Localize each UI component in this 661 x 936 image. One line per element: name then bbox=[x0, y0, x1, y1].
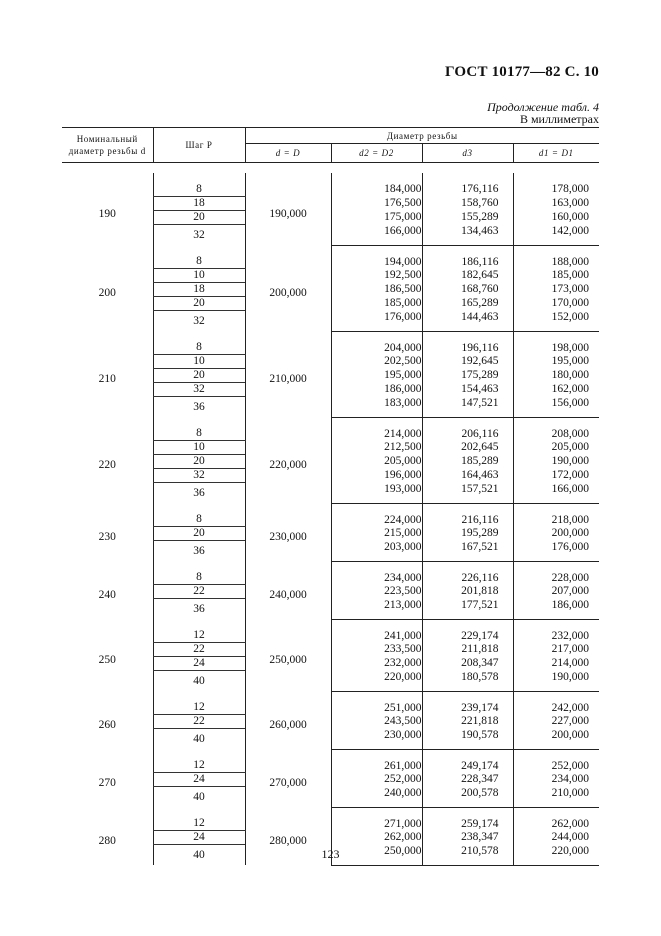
d2-cell: 183,000 bbox=[331, 397, 422, 418]
d1-cell: 186,000 bbox=[513, 599, 599, 620]
pitch-cell: 40 bbox=[153, 729, 245, 750]
table-row bbox=[62, 331, 599, 355]
d1-cell: 188,000 bbox=[513, 245, 599, 269]
d2-cell: 230,000 bbox=[331, 729, 422, 750]
d2-cell: 214,000 bbox=[331, 417, 422, 441]
d2-cell: 212,500 bbox=[331, 441, 422, 455]
header-d2: d2 = D2 bbox=[331, 144, 422, 163]
d1-cell: 217,000 bbox=[513, 643, 599, 657]
d2-cell: 224,000 bbox=[331, 503, 422, 527]
pitch-cell: 8 bbox=[153, 173, 245, 197]
d3-cell: 167,521 bbox=[422, 541, 513, 562]
major-diameter-cell: 230,000 bbox=[245, 503, 331, 561]
d3-cell: 164,463 bbox=[422, 469, 513, 483]
d1-cell: 205,000 bbox=[513, 441, 599, 455]
d3-cell: 182,645 bbox=[422, 269, 513, 283]
d2-cell: 250,000 bbox=[331, 845, 422, 866]
d1-cell: 160,000 bbox=[513, 211, 599, 225]
d2-cell: 215,000 bbox=[331, 527, 422, 541]
d2-cell: 186,000 bbox=[331, 383, 422, 397]
d3-cell: 154,463 bbox=[422, 383, 513, 397]
nominal-diameter-cell: 280 bbox=[98, 835, 116, 847]
d3-cell: 221,818 bbox=[422, 715, 513, 729]
pitch-cell: 24 bbox=[153, 831, 245, 845]
pitch-cell: 36 bbox=[153, 541, 245, 562]
major-diameter-cell: 210,000 bbox=[245, 331, 331, 417]
d2-cell: 241,000 bbox=[331, 619, 422, 643]
nominal-diameter-cell: 210 bbox=[98, 373, 116, 385]
d3-cell: 196,116 bbox=[422, 331, 513, 355]
pitch-cell: 36 bbox=[153, 483, 245, 504]
d3-cell: 239,174 bbox=[422, 691, 513, 715]
d1-cell: 244,000 bbox=[513, 831, 599, 845]
d2-cell: 193,000 bbox=[331, 483, 422, 504]
pitch-cell: 40 bbox=[153, 787, 245, 808]
pitch-cell: 32 bbox=[153, 225, 245, 246]
pitch-cell: 12 bbox=[153, 807, 245, 831]
d1-cell: 195,000 bbox=[513, 355, 599, 369]
nominal-diameter-cell: 270 bbox=[98, 777, 116, 789]
table-body bbox=[62, 173, 599, 865]
d1-cell: 200,000 bbox=[513, 527, 599, 541]
pitch-cell: 12 bbox=[153, 619, 245, 643]
pitch-cell: 8 bbox=[153, 331, 245, 355]
d3-cell: 176,116 bbox=[422, 173, 513, 197]
pitch-cell: 24 bbox=[153, 657, 245, 671]
d3-cell: 259,174 bbox=[422, 807, 513, 831]
d3-cell: 134,463 bbox=[422, 225, 513, 246]
d2-cell: 196,000 bbox=[331, 469, 422, 483]
header-pitch: Шаг P bbox=[153, 128, 245, 163]
header-nominal-diameter: Номинальный диаметр резьбы d bbox=[68, 134, 146, 156]
pitch-cell: 10 bbox=[153, 441, 245, 455]
d1-cell: 170,000 bbox=[513, 297, 599, 311]
d1-cell: 178,000 bbox=[513, 173, 599, 197]
d1-cell: 220,000 bbox=[513, 845, 599, 866]
table-row bbox=[62, 561, 599, 585]
d1-cell: 173,000 bbox=[513, 283, 599, 297]
d1-cell: 185,000 bbox=[513, 269, 599, 283]
pitch-cell: 10 bbox=[153, 269, 245, 283]
pitch-cell: 18 bbox=[153, 283, 245, 297]
d1-cell: 180,000 bbox=[513, 369, 599, 383]
table-row bbox=[62, 619, 599, 643]
pitch-cell: 22 bbox=[153, 585, 245, 599]
d1-cell: 172,000 bbox=[513, 469, 599, 483]
d2-cell: 195,000 bbox=[331, 369, 422, 383]
pitch-cell: 20 bbox=[153, 527, 245, 541]
d3-cell: 165,289 bbox=[422, 297, 513, 311]
d2-cell: 185,000 bbox=[331, 297, 422, 311]
d3-cell: 180,578 bbox=[422, 671, 513, 692]
pitch-cell: 40 bbox=[153, 671, 245, 692]
d1-cell: 176,000 bbox=[513, 541, 599, 562]
d3-cell: 226,116 bbox=[422, 561, 513, 585]
pitch-cell: 8 bbox=[153, 503, 245, 527]
d1-cell: 163,000 bbox=[513, 197, 599, 211]
table-row bbox=[62, 503, 599, 527]
d3-cell: 175,289 bbox=[422, 369, 513, 383]
pitch-cell: 10 bbox=[153, 355, 245, 369]
pitch-cell: 36 bbox=[153, 397, 245, 418]
header-d-equals-D: d = D bbox=[245, 144, 331, 163]
pitch-cell: 32 bbox=[153, 383, 245, 397]
d1-cell: 198,000 bbox=[513, 331, 599, 355]
d2-cell: 234,000 bbox=[331, 561, 422, 585]
d3-cell: 147,521 bbox=[422, 397, 513, 418]
d2-cell: 232,000 bbox=[331, 657, 422, 671]
nominal-diameter-cell: 260 bbox=[98, 719, 116, 731]
pitch-cell: 24 bbox=[153, 773, 245, 787]
major-diameter-cell: 190,000 bbox=[245, 173, 331, 245]
d1-cell: 156,000 bbox=[513, 397, 599, 418]
d3-cell: 177,521 bbox=[422, 599, 513, 620]
d1-cell: 218,000 bbox=[513, 503, 599, 527]
table-row bbox=[62, 749, 599, 773]
d2-cell: 233,500 bbox=[331, 643, 422, 657]
nominal-diameter-cell: 220 bbox=[98, 459, 116, 471]
d2-cell: 176,000 bbox=[331, 311, 422, 332]
d3-cell: 202,645 bbox=[422, 441, 513, 455]
d1-cell: 166,000 bbox=[513, 483, 599, 504]
d2-cell: 223,500 bbox=[331, 585, 422, 599]
header-d1: d1 = D1 bbox=[513, 144, 599, 163]
document-code: ГОСТ 10177—82 С. 10 bbox=[445, 64, 599, 80]
d3-cell: 158,760 bbox=[422, 197, 513, 211]
pitch-cell: 22 bbox=[153, 715, 245, 729]
d2-cell: 213,000 bbox=[331, 599, 422, 620]
table-row bbox=[62, 807, 599, 831]
d3-cell: 144,463 bbox=[422, 311, 513, 332]
nominal-diameter-cell: 240 bbox=[98, 589, 116, 601]
thread-dimensions-table bbox=[62, 127, 599, 866]
d1-cell: 200,000 bbox=[513, 729, 599, 750]
nominal-diameter-cell: 230 bbox=[98, 531, 116, 543]
d3-cell: 195,289 bbox=[422, 527, 513, 541]
d3-cell: 190,578 bbox=[422, 729, 513, 750]
d2-cell: 262,000 bbox=[331, 831, 422, 845]
units-label: В миллиметрах bbox=[519, 112, 599, 126]
pitch-cell: 20 bbox=[153, 369, 245, 383]
d2-cell: 251,000 bbox=[331, 691, 422, 715]
d2-cell: 204,000 bbox=[331, 331, 422, 355]
table-row bbox=[62, 417, 599, 441]
d2-cell: 203,000 bbox=[331, 541, 422, 562]
d1-cell: 214,000 bbox=[513, 657, 599, 671]
d1-cell: 242,000 bbox=[513, 691, 599, 715]
nominal-diameter-cell: 250 bbox=[98, 654, 116, 666]
pitch-cell: 20 bbox=[153, 455, 245, 469]
d3-cell: 228,347 bbox=[422, 773, 513, 787]
d2-cell: 175,000 bbox=[331, 211, 422, 225]
d2-cell: 243,500 bbox=[331, 715, 422, 729]
d1-cell: 152,000 bbox=[513, 311, 599, 332]
pitch-cell: 32 bbox=[153, 311, 245, 332]
pitch-cell: 20 bbox=[153, 211, 245, 225]
major-diameter-cell: 280,000 bbox=[245, 807, 331, 865]
d1-cell: 234,000 bbox=[513, 773, 599, 787]
page-number: 123 bbox=[321, 847, 340, 861]
pitch-cell: 40 bbox=[153, 845, 245, 866]
header-d3: d3 bbox=[422, 144, 513, 163]
d3-cell: 210,578 bbox=[422, 845, 513, 866]
header-diameter-group: Диаметр резьбы bbox=[245, 128, 599, 144]
d2-cell: 194,000 bbox=[331, 245, 422, 269]
table-row bbox=[62, 245, 599, 269]
d3-cell: 186,116 bbox=[422, 245, 513, 269]
pitch-cell: 36 bbox=[153, 599, 245, 620]
d2-cell: 192,500 bbox=[331, 269, 422, 283]
d3-cell: 249,174 bbox=[422, 749, 513, 773]
d1-cell: 208,000 bbox=[513, 417, 599, 441]
d2-cell: 184,000 bbox=[331, 173, 422, 197]
d1-cell: 228,000 bbox=[513, 561, 599, 585]
d2-cell: 252,000 bbox=[331, 773, 422, 787]
d3-cell: 229,174 bbox=[422, 619, 513, 643]
d1-cell: 262,000 bbox=[513, 807, 599, 831]
d1-cell: 252,000 bbox=[513, 749, 599, 773]
d1-cell: 227,000 bbox=[513, 715, 599, 729]
d3-cell: 200,578 bbox=[422, 787, 513, 808]
d1-cell: 142,000 bbox=[513, 225, 599, 246]
d2-cell: 166,000 bbox=[331, 225, 422, 246]
d1-cell: 190,000 bbox=[513, 455, 599, 469]
d3-cell: 157,521 bbox=[422, 483, 513, 504]
d2-cell: 202,500 bbox=[331, 355, 422, 369]
nominal-diameter-cell: 200 bbox=[98, 287, 116, 299]
major-diameter-cell: 240,000 bbox=[245, 561, 331, 619]
d3-cell: 208,347 bbox=[422, 657, 513, 671]
d2-cell: 176,500 bbox=[331, 197, 422, 211]
d1-cell: 162,000 bbox=[513, 383, 599, 397]
d1-cell: 232,000 bbox=[513, 619, 599, 643]
pitch-cell: 12 bbox=[153, 691, 245, 715]
table-continuation-label: Продолжение табл. 4 bbox=[487, 100, 599, 114]
pitch-cell: 12 bbox=[153, 749, 245, 773]
d2-cell: 186,500 bbox=[331, 283, 422, 297]
d3-cell: 155,289 bbox=[422, 211, 513, 225]
d1-cell: 207,000 bbox=[513, 585, 599, 599]
d3-cell: 206,116 bbox=[422, 417, 513, 441]
d3-cell: 192,645 bbox=[422, 355, 513, 369]
pitch-cell: 8 bbox=[153, 417, 245, 441]
pitch-cell: 8 bbox=[153, 561, 245, 585]
d2-cell: 261,000 bbox=[331, 749, 422, 773]
major-diameter-cell: 260,000 bbox=[245, 691, 331, 749]
d3-cell: 168,760 bbox=[422, 283, 513, 297]
d2-cell: 205,000 bbox=[331, 455, 422, 469]
d1-cell: 190,000 bbox=[513, 671, 599, 692]
pitch-cell: 8 bbox=[153, 245, 245, 269]
d3-cell: 211,818 bbox=[422, 643, 513, 657]
pitch-cell: 18 bbox=[153, 197, 245, 211]
table-row bbox=[62, 691, 599, 715]
pitch-cell: 22 bbox=[153, 643, 245, 657]
d3-cell: 201,818 bbox=[422, 585, 513, 599]
major-diameter-cell: 200,000 bbox=[245, 245, 331, 331]
d2-cell: 271,000 bbox=[331, 807, 422, 831]
major-diameter-cell: 250,000 bbox=[245, 619, 331, 691]
d3-cell: 238,347 bbox=[422, 831, 513, 845]
d3-cell: 216,116 bbox=[422, 503, 513, 527]
d2-cell: 240,000 bbox=[331, 787, 422, 808]
d2-cell: 220,000 bbox=[331, 671, 422, 692]
d1-cell: 210,000 bbox=[513, 787, 599, 808]
major-diameter-cell: 220,000 bbox=[245, 417, 331, 503]
d3-cell: 185,289 bbox=[422, 455, 513, 469]
pitch-cell: 32 bbox=[153, 469, 245, 483]
nominal-diameter-cell: 190 bbox=[98, 208, 116, 220]
table-row bbox=[62, 173, 599, 197]
major-diameter-cell: 270,000 bbox=[245, 749, 331, 807]
pitch-cell: 20 bbox=[153, 297, 245, 311]
